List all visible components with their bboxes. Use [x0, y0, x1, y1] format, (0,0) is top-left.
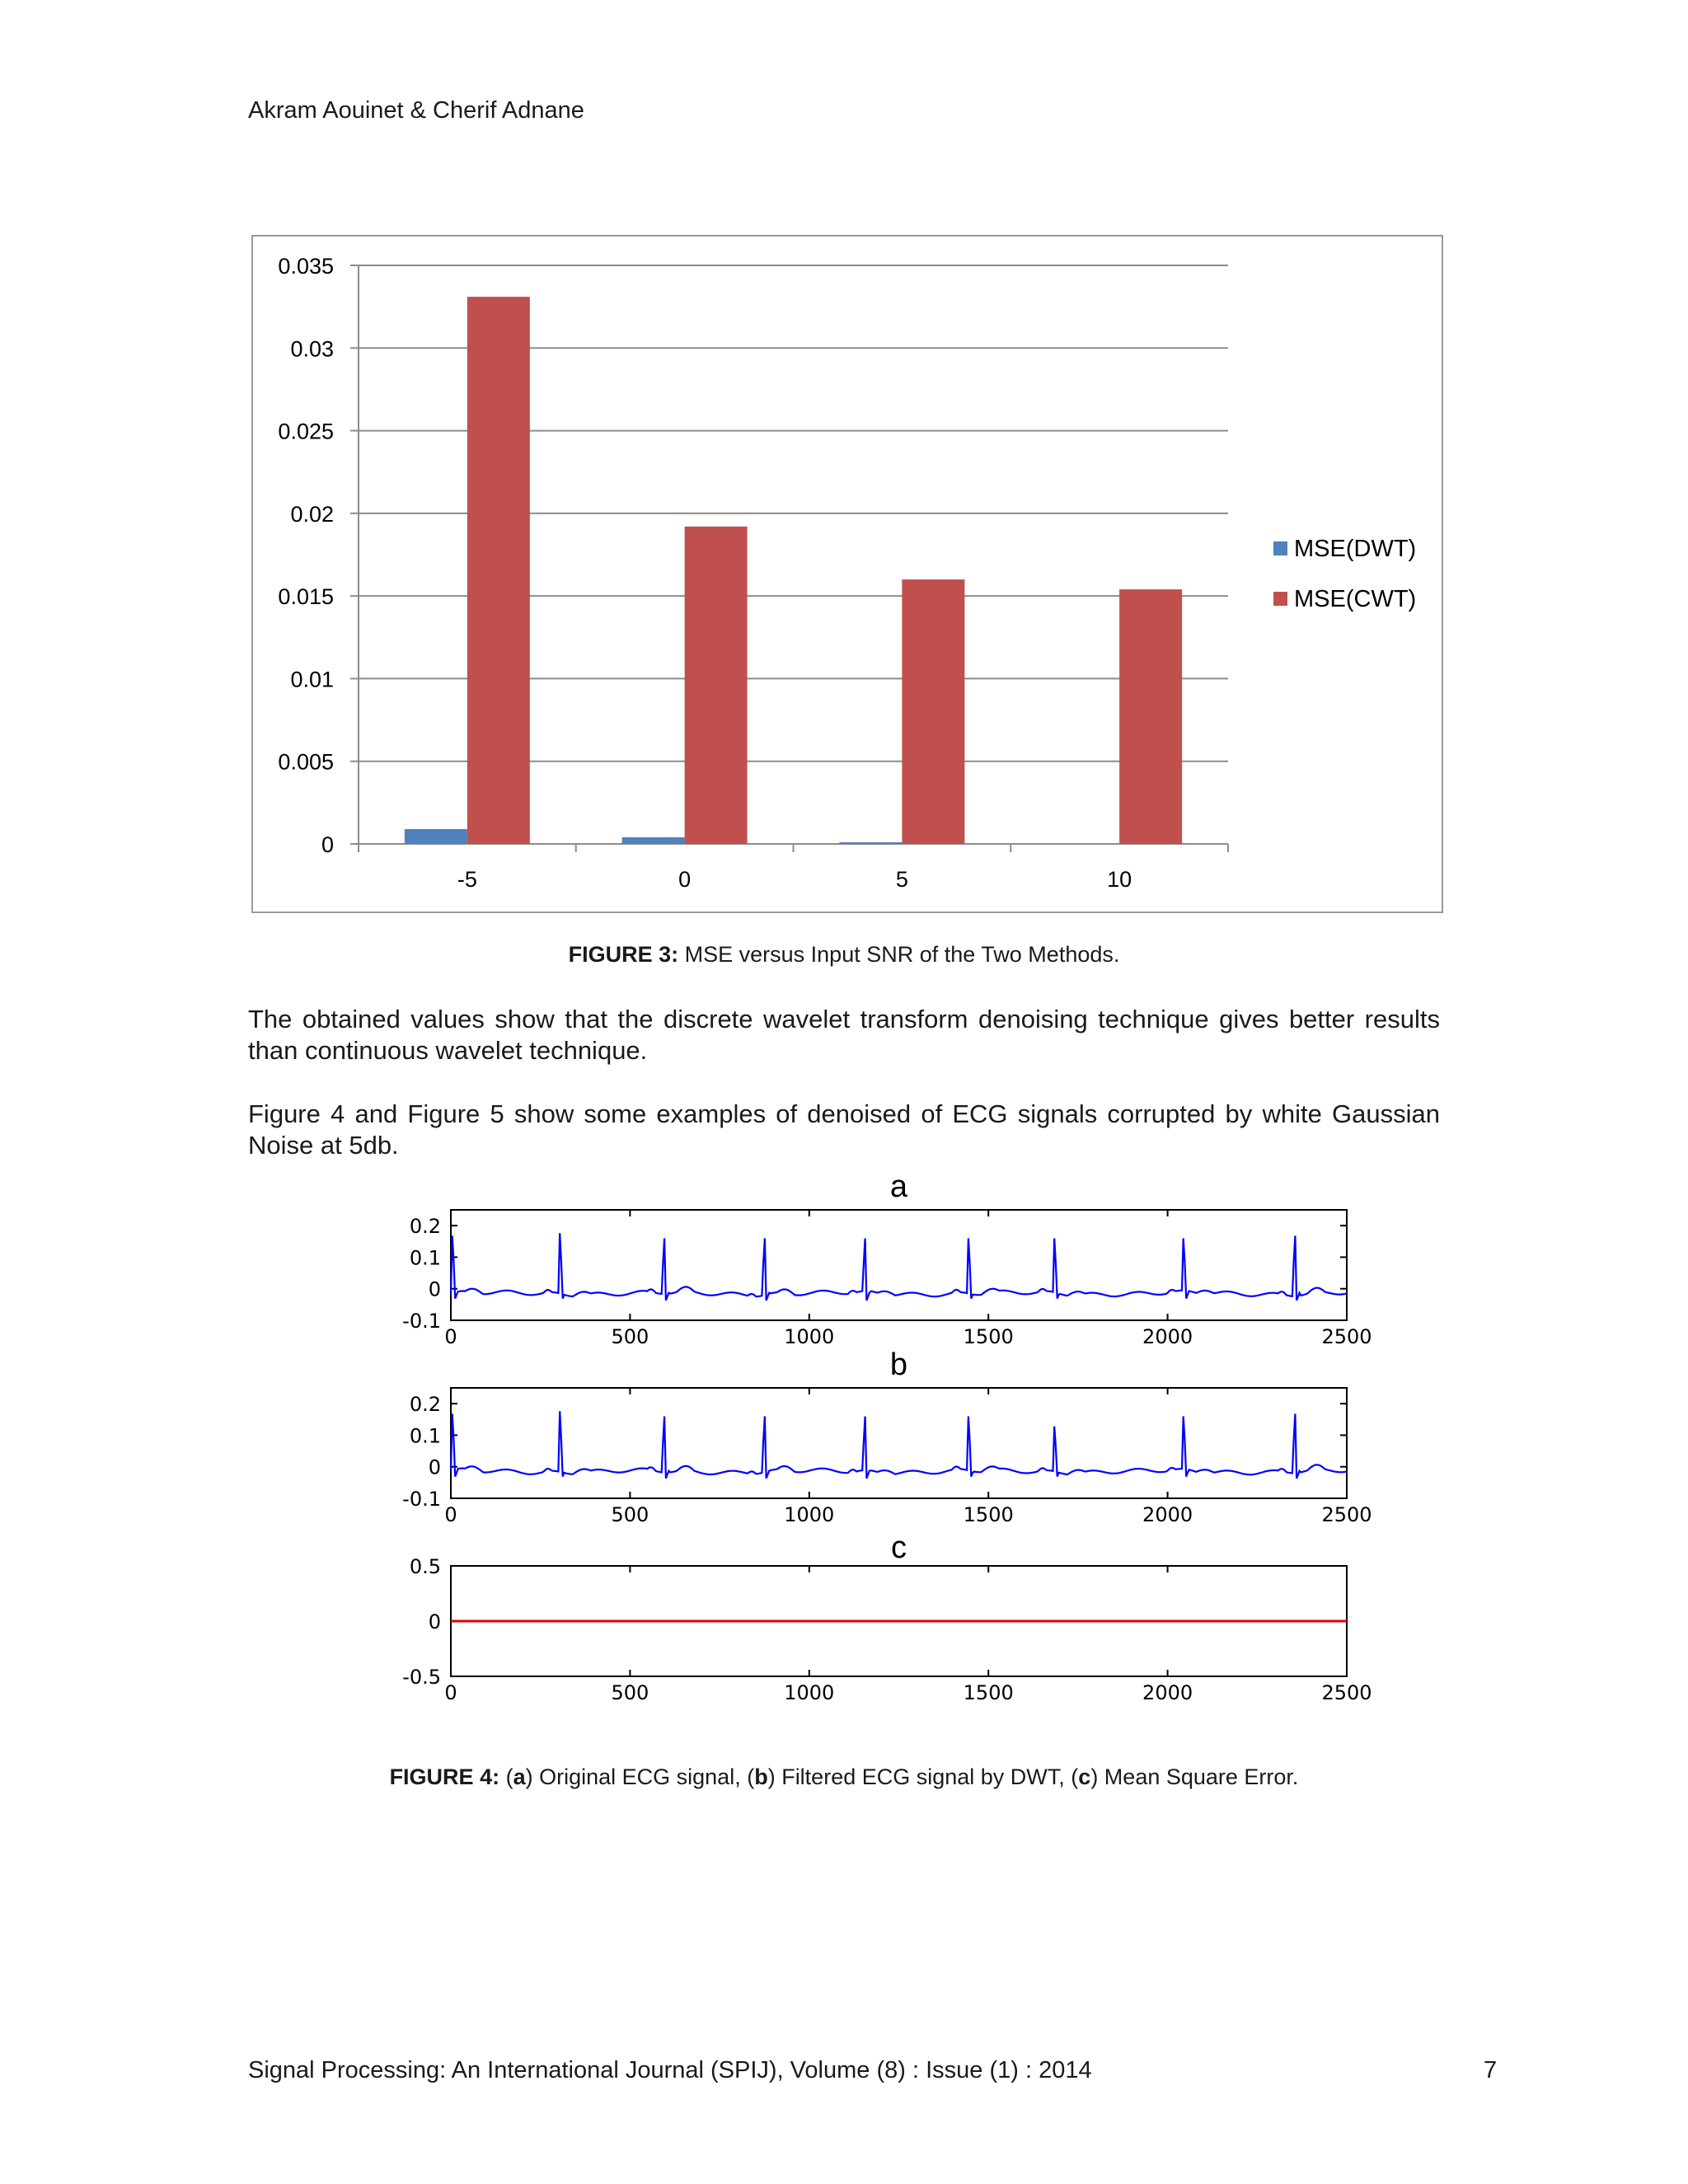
y-tick-label: 0	[428, 1455, 441, 1479]
y-tick-label: 0	[428, 1610, 441, 1633]
y-tick-label: 0.005	[278, 749, 334, 775]
ecg-signal-line	[451, 1233, 1347, 1301]
x-tick-label: 500	[611, 1503, 649, 1526]
footer-page-number: 7	[1484, 2057, 1498, 2083]
figure-4-caption: FIGURE 4: (a) Original ECG signal, (b) Filtered ECG signal by DWT, (c) Mean Square Error.	[389, 1765, 1299, 1789]
x-tick-label: 1500	[963, 1503, 1014, 1526]
paragraph-2: Figure 4 and Figure 5 show some examples of denoised of ECG signals corrupted by white Gaussian Noise at 5db.	[248, 1099, 1440, 1160]
plot-axes-box	[451, 1210, 1347, 1320]
panel-title: b	[889, 1347, 908, 1382]
y-tick-label: -0.5	[402, 1666, 441, 1689]
x-tick-label: 2000	[1142, 1503, 1193, 1526]
x-tick-label: 10	[1107, 867, 1132, 892]
x-tick-label: 2000	[1142, 1681, 1193, 1704]
figure-4-ecg-plots	[0, 1154, 1688, 1731]
y-tick-label: 0.1	[409, 1246, 441, 1270]
x-tick-label: 500	[611, 1681, 649, 1704]
x-tick-label: 0	[444, 1681, 457, 1704]
bar-mse-cwt	[467, 297, 530, 844]
bar-mse-dwt	[839, 842, 902, 844]
x-tick-label: 2500	[1321, 1681, 1372, 1704]
legend-swatch	[1273, 541, 1287, 555]
figure-3-bar-chart	[0, 0, 1688, 948]
y-tick-label: 0.03	[290, 336, 334, 362]
y-tick-label: 0	[321, 832, 334, 857]
figure-3-caption-text: MSE versus Input SNR of the Two Methods.	[678, 942, 1120, 967]
bar-mse-cwt	[902, 579, 964, 844]
x-tick-label: 1000	[784, 1681, 835, 1704]
y-tick-label: -0.1	[402, 1488, 441, 1511]
x-tick-label: 1000	[784, 1325, 835, 1348]
y-tick-label: 0.02	[290, 501, 334, 527]
ecg-signal-line	[451, 1411, 1347, 1479]
bar-mse-cwt	[685, 527, 748, 844]
y-tick-label: -0.1	[402, 1310, 441, 1333]
y-tick-label: 0	[428, 1277, 441, 1301]
y-tick-label: 0.1	[409, 1424, 441, 1448]
x-tick-label: 1500	[963, 1325, 1014, 1348]
x-tick-label: 1500	[963, 1681, 1014, 1704]
bar-mse-dwt	[622, 837, 685, 844]
y-tick-label: 0.2	[409, 1215, 441, 1239]
running-head-authors: Akram Aouinet & Cherif Adnane	[248, 97, 584, 124]
legend-swatch	[1273, 592, 1287, 606]
y-tick-label: 0.5	[409, 1555, 441, 1578]
figure-4-caption-label: FIGURE 4:	[389, 1765, 500, 1789]
legend-label: MSE(CWT)	[1294, 586, 1417, 612]
y-tick-label: 0.01	[290, 667, 334, 692]
paragraph-1: The obtained values show that the discrete wavelet transform denoising technique gives better results than continuous wavelet technique.	[248, 1005, 1440, 1065]
figure-3-caption-label: FIGURE 3:	[568, 942, 679, 967]
y-tick-label: 0.025	[278, 419, 334, 444]
x-tick-label: 2500	[1321, 1503, 1372, 1526]
legend-label: MSE(DWT)	[1294, 536, 1417, 562]
x-tick-label: 500	[611, 1325, 649, 1348]
x-tick-label: 0	[444, 1325, 457, 1348]
plot-axes-box	[451, 1388, 1347, 1498]
x-tick-label: 0	[444, 1503, 457, 1526]
x-tick-label: 2500	[1321, 1325, 1372, 1348]
y-tick-label: 0.035	[278, 254, 334, 279]
bar-mse-cwt	[1119, 589, 1182, 844]
x-tick-label: 1000	[784, 1503, 835, 1526]
x-tick-label: -5	[457, 867, 477, 892]
x-tick-label: 5	[895, 867, 908, 892]
x-tick-label: 2000	[1142, 1325, 1193, 1348]
y-tick-label: 0.2	[409, 1393, 441, 1417]
y-tick-label: 0.015	[278, 584, 334, 610]
bar-mse-dwt	[405, 829, 467, 844]
footer-journal: Signal Processing: An International Journal (SPIJ), Volume (8) : Issue (1) : 2014	[248, 2057, 1092, 2083]
x-tick-label: 0	[678, 867, 692, 892]
figure-3-caption	[248, 942, 1440, 968]
panel-title: a	[889, 1169, 908, 1204]
panel-title: c	[891, 1530, 907, 1565]
